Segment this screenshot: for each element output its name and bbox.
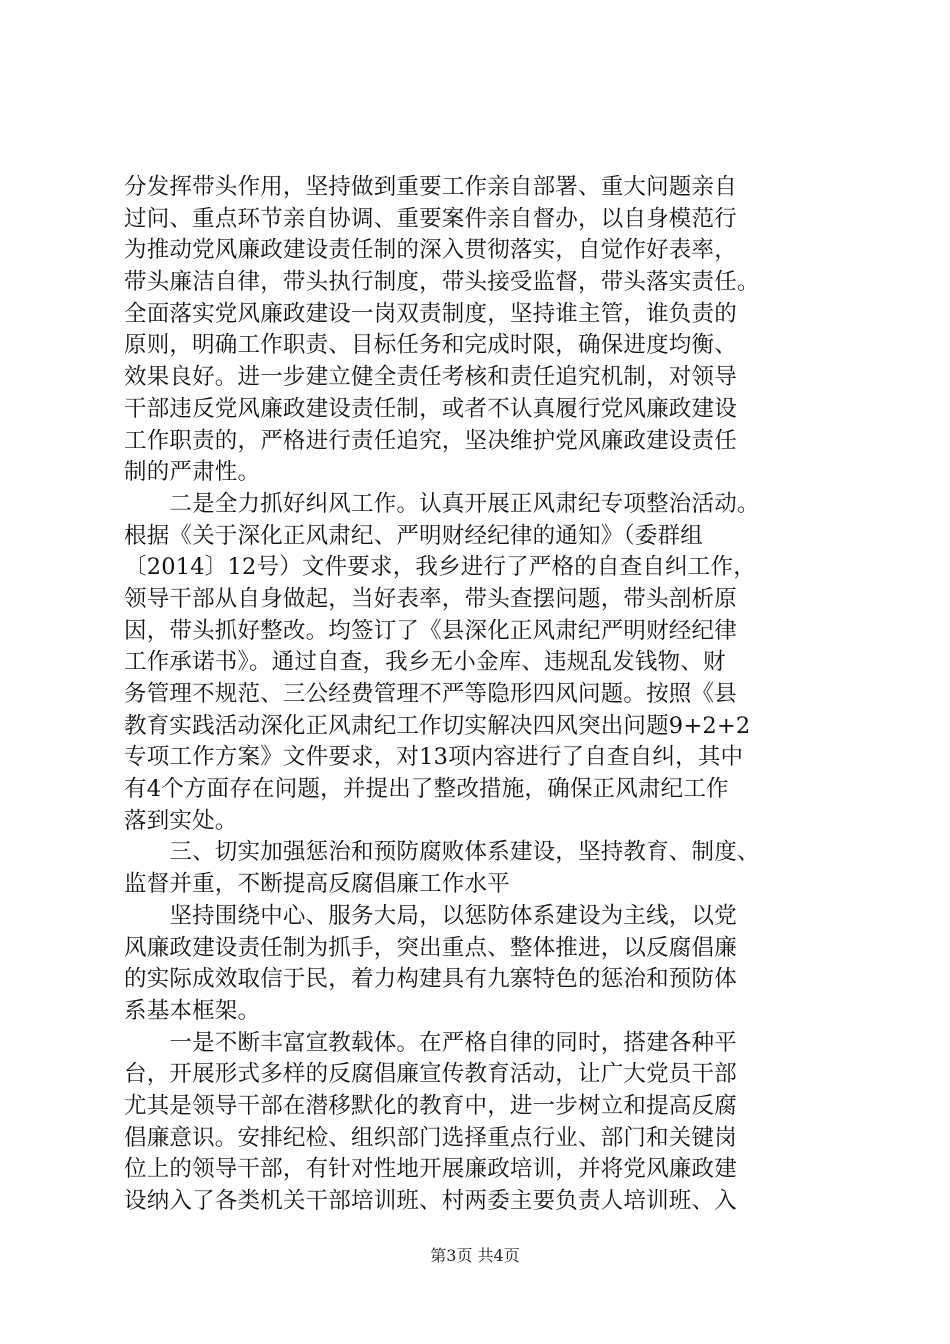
- document-body: [124, 172, 844, 1218]
- text-line: 坚持围绕中心、服务大局，以惩防体系建设为主线，以党: [124, 902, 737, 929]
- text-line: 带头廉洁自律，带头执行制度，带头接受监督，带头落实责任。: [124, 269, 760, 296]
- text-line: 台，开展形式多样的反腐倡廉宣传教育活动，让广大党员干部: [124, 1061, 737, 1088]
- text-line: 原则，明确工作职责、目标任务和完成时限，确保进度均衡、: [124, 332, 737, 359]
- text-line: 位上的领导干部，有针对性地开展廉政培训，并将党风廉政建: [124, 1156, 737, 1183]
- text-line: 尤其是领导干部在潜移默化的教育中，进一步树立和提高反腐: [124, 1092, 737, 1119]
- text-line: 倡廉意识。安排纪检、组织部门选择重点行业、部门和关键岗: [124, 1124, 737, 1151]
- text-line: 领导干部从自身做起，当好表率，带头查摆问题，带头剖析原: [124, 585, 737, 612]
- text-line: 为推动党风廉政建设责任制的深入贯彻落实，自觉作好表率，: [124, 237, 737, 264]
- text-line: 务管理不规范、三公经费管理不严等隐形四风问题。按照《县: [124, 681, 737, 707]
- text-line: 根据《关于深化正风肃纪、严明财经纪律的通知》（委群组: [124, 522, 703, 549]
- text-line: 有4个方面存在问题，并提出了整改措施，确保正风肃纪工作: [124, 776, 729, 803]
- text-line: 设纳入了各类机关干部培训班、村两委主要负责人培训班、入: [124, 1188, 737, 1214]
- text-line: 全面落实党风廉政建设一岗双责制度，坚持谁主管，谁负责的: [124, 300, 737, 327]
- text-line: 风廉政建设责任制为抓手，突出重点、整体推进，以反腐倡廉: [124, 934, 737, 961]
- text-line: 落到实处。: [124, 807, 238, 834]
- text-line: 因，带头抓好整改。均签订了《县深化正风肃纪严明财经纪律: [124, 617, 737, 644]
- text-line: 干部违反党风廉政建设责任制，或者不认真履行党风廉政建设: [124, 395, 737, 422]
- text-line: 〔2014〕12号）文件要求，我乡进行了严格的自查自纠工作，: [124, 554, 756, 581]
- text-line: 专项工作方案》文件要求，对13项内容进行了自查自纠，其中: [124, 744, 744, 771]
- text-line: 一是不断丰富宣教载体。在严格自律的同时，搭建各种平: [124, 1029, 737, 1056]
- text-line: 二是全力抓好纠风工作。认真开展正风肃纪专项整治活动。: [124, 490, 760, 517]
- text-line: 教育实践活动深化正风肃纪工作切实解决四风突出问题9+2+2: [124, 712, 751, 739]
- page-number-label: 第3页 共4页: [430, 1246, 520, 1265]
- text-line: 制的严肃性。: [124, 459, 261, 486]
- text-line: 工作承诺书》。通过自查，我乡无小金库、违规乱发钱物、财: [124, 649, 726, 676]
- text-line: 效果良好。进一步建立健全责任考核和责任追究机制，对领导: [124, 364, 737, 391]
- text-line: 过问、重点环节亲自协调、重要案件亲自督办，以自身模范行: [124, 205, 737, 232]
- section-heading-line: 三、切实加强惩治和预防腐败体系建设，坚持教育、制度、: [124, 839, 760, 866]
- text-line: 的实际成效取信于民，着力构建具有九寨特色的惩治和预防体: [124, 966, 737, 993]
- page-footer: [0, 1246, 950, 1266]
- text-line: 系基本框架。: [124, 997, 261, 1024]
- text-line: 分发挥带头作用，坚持做到重要工作亲自部署、重大问题亲自: [124, 174, 737, 200]
- text-line: 工作职责的，严格进行责任追究，坚决维护党风廉政建设责任: [124, 427, 737, 454]
- section-heading-line: 监督并重，不断提高反腐倡廉工作水平: [124, 871, 510, 898]
